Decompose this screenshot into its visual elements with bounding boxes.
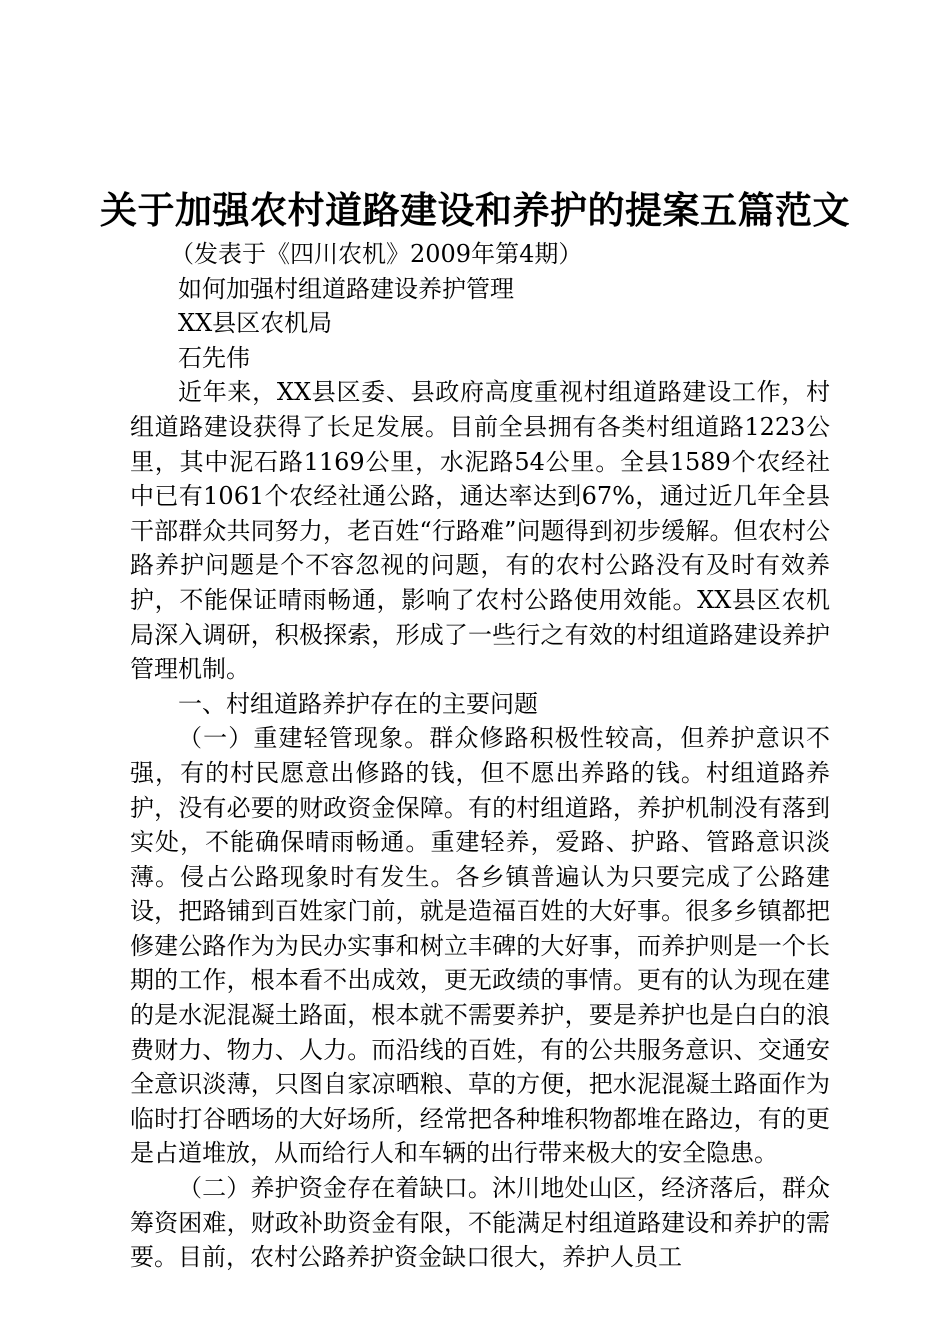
document-body [130, 237, 830, 1275]
publication-source: （发表于《四川农机》2009年第4期） [170, 240, 583, 268]
article-title: 如何加强村组道路建设养护管理 [178, 274, 514, 303]
paragraph-issue-1: （一）重建轻管现象。群众修路积极性较高，但养护意识不强，有的村民愿意出修路的钱，但不愿出养路的钱。村组道路养护，没有必要的财政资金保障。有的村组道路，养护机制没有落到实处，不能确保晴雨畅通。重建轻养，爱路、护路、管路意识淡薄。侵占公路现象时有发生。各乡镇普遍认为只要完成了公路建设，把路铺到百姓家门前，就是造福百姓的大好事。很多乡镇都把修建公路作为为民办实事和树立丰碑的大好事，而养护则是一个长期的工作，根本看不出成效，更无政绩的事情。更有的认为现在建的是水泥混凝土路面，根本就不需要养护，要是养护也是白白的浪费财力、物力、人力。而沿线的百姓，有的公共服务意识、交通安全意识淡薄，只图自家凉晒粮、草的方便，把水泥混凝土路面作为临时打谷晒场的大好场所，经常把各种堆积物都堆在路边，有的更是占道堆放，从而给行人和车辆的出行带来极大的安全隐患。 [130, 724, 830, 1168]
paragraph-issue-2: （二）养护资金存在着缺口。沐川地处山区，经济落后，群众筹资困难，财政补助资金有限，不能满足村组道路建设和养护的需要。目前，农村公路养护资金缺口很大，养护人员工 [130, 1174, 830, 1272]
section-heading: 一、村组道路养护存在的主要问题 [178, 689, 538, 718]
author-name: 石先伟 [178, 343, 250, 372]
document-title: 关于加强农村道路建设和养护的提案五篇范文 [100, 188, 850, 232]
paragraph-intro: 近年来，XX县区委、县政府高度重视村组道路建设工作，村组道路建设获得了长足发展。目前全县拥有各类村组道路1223公里，其中泥石路1169公里，水泥路54公里。全县1589个农经社中已有1061个农经社通公路，通达率达到67%，通过近几年全县干部群众共同努力，老百姓“行路难”问题得到初步缓解。但农村公路养护问题是个不容忽视的问题，有的农村公路没有及时有效养护，不能保证晴雨畅通，影响了农村公路使用效能。XX县区农机局深入调研，积极探索，形成了一些行之有效的村组道路建设养护管理机制。 [130, 378, 830, 684]
author-organization: XX县区农机局 [178, 309, 333, 338]
